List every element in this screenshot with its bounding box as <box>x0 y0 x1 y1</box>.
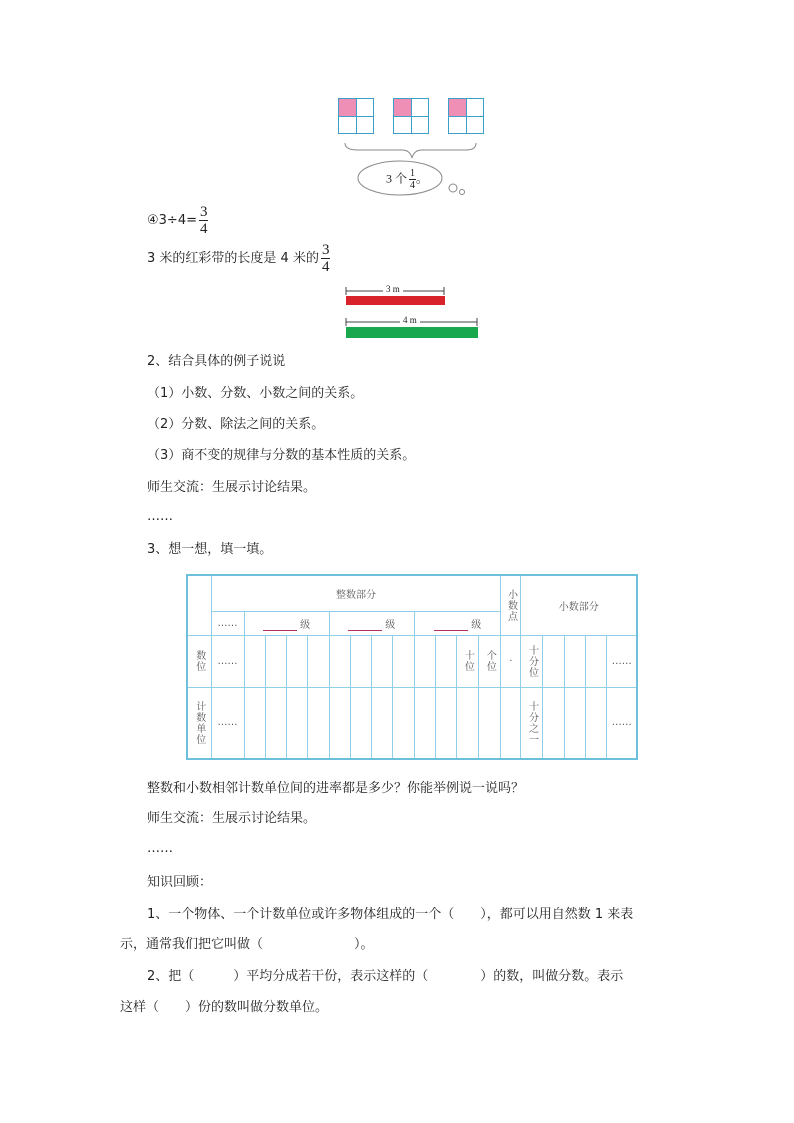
quarter-square-3 <box>448 98 484 134</box>
quarter-square-1 <box>338 98 374 134</box>
q2-item-2: （2）分数、除法之间的关系。 <box>147 417 325 432</box>
level-blank-1: 级 <box>244 611 329 635</box>
tenths-place: 十分位 <box>521 635 543 687</box>
ribbon-sentence <box>147 242 330 275</box>
item4-label: ④3÷4= <box>147 213 197 228</box>
ribbon-frac-num: 3 <box>321 242 330 258</box>
row-label-place: 数位 <box>187 635 211 687</box>
callout-end: 。 <box>416 171 429 186</box>
tens-place: 十位 <box>457 635 479 687</box>
place-dots-right: …… <box>607 635 637 687</box>
ribbon-measure-lines <box>344 285 480 341</box>
red-ribbon <box>346 296 445 305</box>
level-blank-3: 级 <box>414 611 501 635</box>
item4-line <box>147 204 208 237</box>
unit-dots-left: …… <box>211 687 244 759</box>
ribbon-frac-den: 4 <box>321 259 330 275</box>
q3-title: 3、想一想，填一填。 <box>147 542 273 557</box>
quarter-square-2 <box>393 98 429 134</box>
place-value-table <box>186 574 638 760</box>
green-ribbon-label: 4 m <box>400 315 420 325</box>
item4-frac-den: 4 <box>199 221 208 237</box>
review-p1-line2: 示，通常我们把它叫做（ ）。 <box>120 937 374 952</box>
q2-item-1: （1）小数、分数、小数之间的关系。 <box>147 386 364 401</box>
callout-count: 3 <box>386 171 392 186</box>
q2-discuss: 师生交流：生展示讨论结果。 <box>147 480 317 495</box>
callout-unit: 个 <box>395 171 408 186</box>
integer-part-header: 整数部分 <box>211 575 501 611</box>
q2-item-3: （3）商不变的规律与分数的基本性质的关系。 <box>147 448 416 463</box>
q2-ellipsis: …… <box>147 509 173 524</box>
callout-frac-num: 1 <box>410 168 416 179</box>
corner-cell <box>187 575 211 635</box>
review-p1-line1: 1、一个物体、一个计数单位或许多物体组成的一个（ ），都可以用自然数 1 来表 <box>147 907 634 922</box>
green-ribbon <box>346 327 478 338</box>
ribbon-sentence-text: 3 米的红彩带的长度是 4 米的 <box>147 251 319 266</box>
unit-dots-right: …… <box>607 687 637 759</box>
ones-place: 个位 <box>479 635 501 687</box>
item4-frac-num: 3 <box>199 204 208 220</box>
row-label-unit: 计数单位 <box>187 687 211 759</box>
red-ribbon-label: 3 m <box>383 284 403 294</box>
decimal-dot: · <box>501 635 521 687</box>
review-p2-line2: 这样（ ）份的数叫做分数单位。 <box>120 1000 329 1015</box>
review-p2-line1: 2、把（ ）平均分成若干份，表示这样的（ ）的数，叫做分数。表示 <box>147 969 624 984</box>
q3-discuss: 师生交流：生展示讨论结果。 <box>147 811 317 826</box>
integer-dots: …… <box>211 611 244 635</box>
callout-text <box>386 168 428 191</box>
review-title: 知识回顾： <box>147 875 213 890</box>
decimal-part-header: 小数部分 <box>521 575 637 635</box>
q3-ellipsis: …… <box>147 841 173 856</box>
level-blank-2: 级 <box>329 611 414 635</box>
tenth-unit: 十分之一 <box>521 687 543 759</box>
q3-question: 整数和小数相邻计数单位间的进率都是多少？你能举例说一说吗？ <box>147 781 525 796</box>
q2-title: 2、结合具体的例子说说 <box>147 354 286 369</box>
decimal-point-header: 小数点 <box>501 575 521 635</box>
callout-frac-den: 4 <box>410 180 416 191</box>
place-dots-left: …… <box>211 635 244 687</box>
